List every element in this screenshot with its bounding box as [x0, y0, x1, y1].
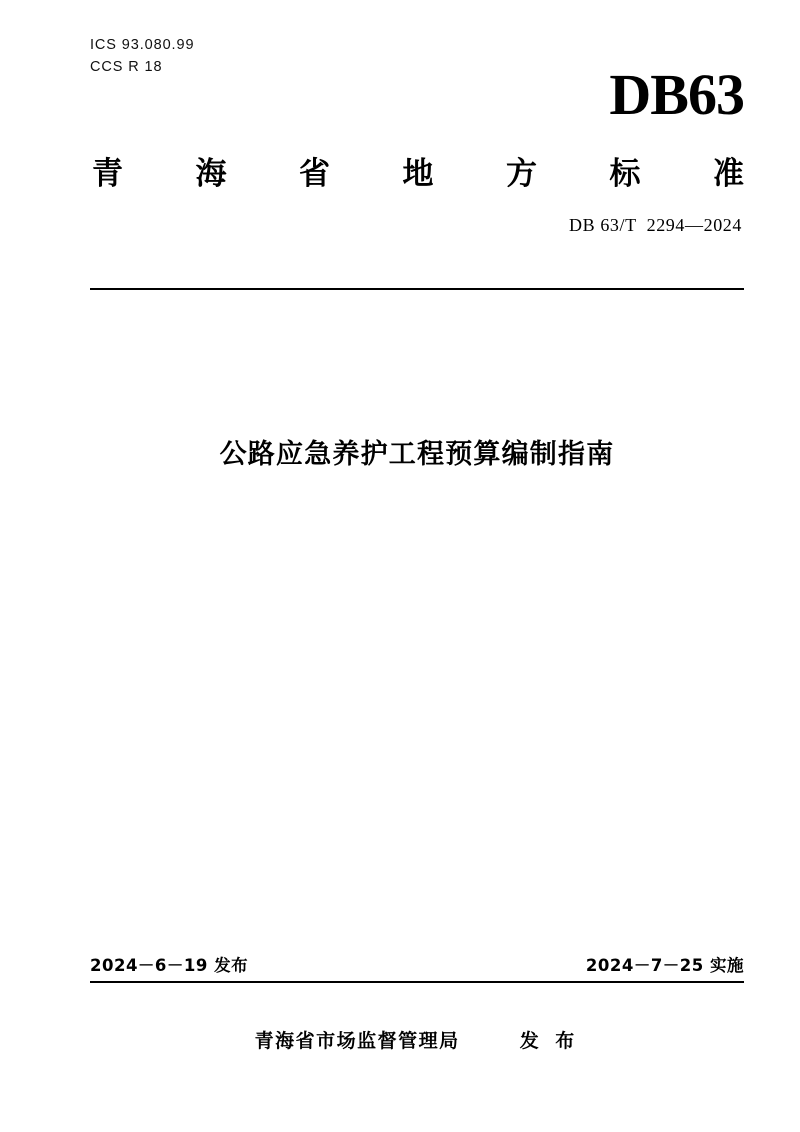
cover-content [90, 0, 744, 1132]
standard-title-char-4: 方 [506, 156, 537, 192]
issuer-name: 青海省市场监督管理局 [254, 1030, 460, 1052]
header-divider [90, 288, 744, 290]
standard-title-line [92, 148, 744, 193]
ccs-code: CCS R 18 [90, 59, 163, 76]
effective-date: 2024－7－25 实施 [585, 956, 744, 975]
issue-date: 2024－6－19 发布 [90, 956, 249, 975]
standard-title-char-0: 青 [92, 156, 123, 192]
ics-code: ICS 93.080.99 [90, 37, 195, 53]
standard-title-char-3: 地 [402, 156, 434, 192]
db63-logo: DB63 [609, 62, 744, 127]
publish-label: 发 布 [519, 1030, 580, 1052]
standard-title-char-5: 标 [609, 156, 641, 192]
standard-title-char-2: 省 [299, 156, 330, 192]
standard-title-char-6: 准 [713, 156, 744, 192]
page-title: 公路应急养护工程预算编制指南 [219, 439, 615, 470]
issuer-row [90, 1026, 744, 1053]
footer-divider [90, 981, 744, 983]
standard-title-char-1: 海 [195, 156, 227, 192]
standard-number: DB 63/T 2294—2024 [569, 215, 742, 235]
footer-date-row [90, 952, 744, 976]
ics-block [90, 34, 194, 79]
